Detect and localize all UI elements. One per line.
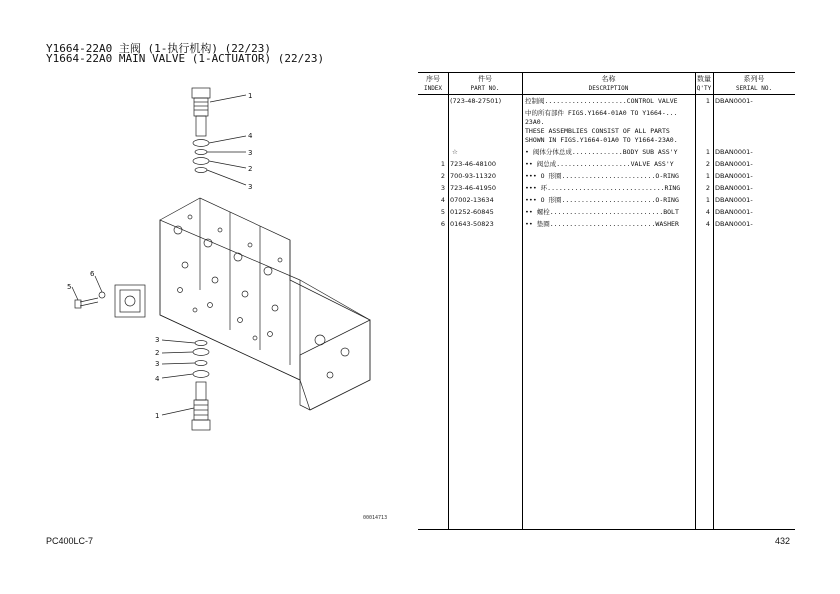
table-row: ☆ • 阀体分体总成.............BODY SUB ASS'Y 1 DBAN0001- (452, 148, 753, 156)
figure-code: 00014713 (363, 515, 388, 521)
valve-body (160, 198, 370, 410)
callout-3-bottom-b: 3 (155, 360, 160, 368)
o-ring-bottom-2 (193, 349, 209, 356)
table-row: 4 07002-13634 ••• O 形圈........................O-RING 1 DBAN0001- (440, 196, 753, 204)
o-ring-top-4 (193, 140, 209, 147)
washer-6 (99, 292, 105, 298)
table-row: 6 01643-50823 •• 垫圈...........................WASHER 4 DBAN0001- (440, 220, 753, 228)
callout-5: 5 (67, 283, 72, 291)
table-row-main: (723-48-27501) 控制阀.....................CONTROL VALVE 1 DBAN0001- (450, 97, 753, 105)
ring-bottom-3b (195, 361, 207, 366)
side-cover (115, 285, 145, 317)
header-serial-no: 系列号 SERIAL NO. (735, 75, 773, 92)
header-index: 序号 INDEX (423, 75, 443, 92)
assembly-note-line: 23A0. (525, 118, 545, 126)
machine-model: PC400LC-7 (46, 536, 94, 546)
o-ring-bottom-4 (193, 371, 209, 378)
ring-top-3b (195, 168, 207, 173)
callout-3-top-b: 3 (248, 183, 253, 191)
callout-2-top: 2 (248, 165, 253, 173)
page-title-english: Y1664-22A0 MAIN VALVE (1-ACTUATOR) (22/23) (46, 52, 325, 65)
valve-assembly-bottom (192, 382, 210, 430)
star-marker: ☆ (452, 148, 458, 156)
assembly-note-line: THESE ASSEMBLIES CONSIST OF ALL PARTS (525, 127, 670, 135)
callout-1-top: 1 (248, 92, 253, 100)
table-row: 2 700-93-11320 ••• O 形圈........................O-RING 1 DBAN0001- (440, 172, 753, 180)
callout-2-bottom: 2 (155, 349, 160, 357)
o-ring-top-2 (193, 158, 209, 165)
exploded-view-diagram (60, 80, 400, 540)
callout-1-bottom: 1 (155, 412, 160, 420)
header-qty: 数量 Q'TY (696, 75, 712, 92)
table-row: 3 723-46-41950 ••• 环..............................RING 2 DBAN0001- (440, 184, 753, 192)
valve-assembly-top (192, 88, 210, 136)
table-row: 1 723-46-48100 •• 阀总成...................VALVE ASS'Y 2 DBAN0001- (440, 160, 753, 168)
page-number: 432 (775, 536, 791, 546)
header-description: 名称 DESCRIPTION (588, 75, 629, 92)
callout-3-bottom-a: 3 (155, 336, 160, 344)
callout-4-top: 4 (248, 132, 253, 140)
assembly-note-line: 中的所有部件 FIGS.Y1664-01A0 TO Y1664-... (525, 109, 678, 117)
table-row: 5 01252-60845 •• 螺栓.............................BOLT 4 DBAN0001- (440, 208, 753, 216)
callout-3-top-a: 3 (248, 149, 253, 157)
callout-4-bottom: 4 (155, 375, 160, 383)
ring-top-3a (195, 150, 207, 155)
assembly-note-line: SHOWN IN FIGS.Y1664-01A0 TO Y1664-23A0. (525, 136, 678, 144)
callout-6: 6 (90, 270, 95, 278)
ring-bottom-3a (195, 341, 207, 346)
header-part-no: 件号 PART NO. (470, 75, 500, 92)
page-title-chinese: Y1664-22A0 主阀 (1-执行机构) (22/23) (46, 42, 271, 55)
parts-table (418, 72, 795, 530)
bolt-5 (75, 298, 98, 308)
